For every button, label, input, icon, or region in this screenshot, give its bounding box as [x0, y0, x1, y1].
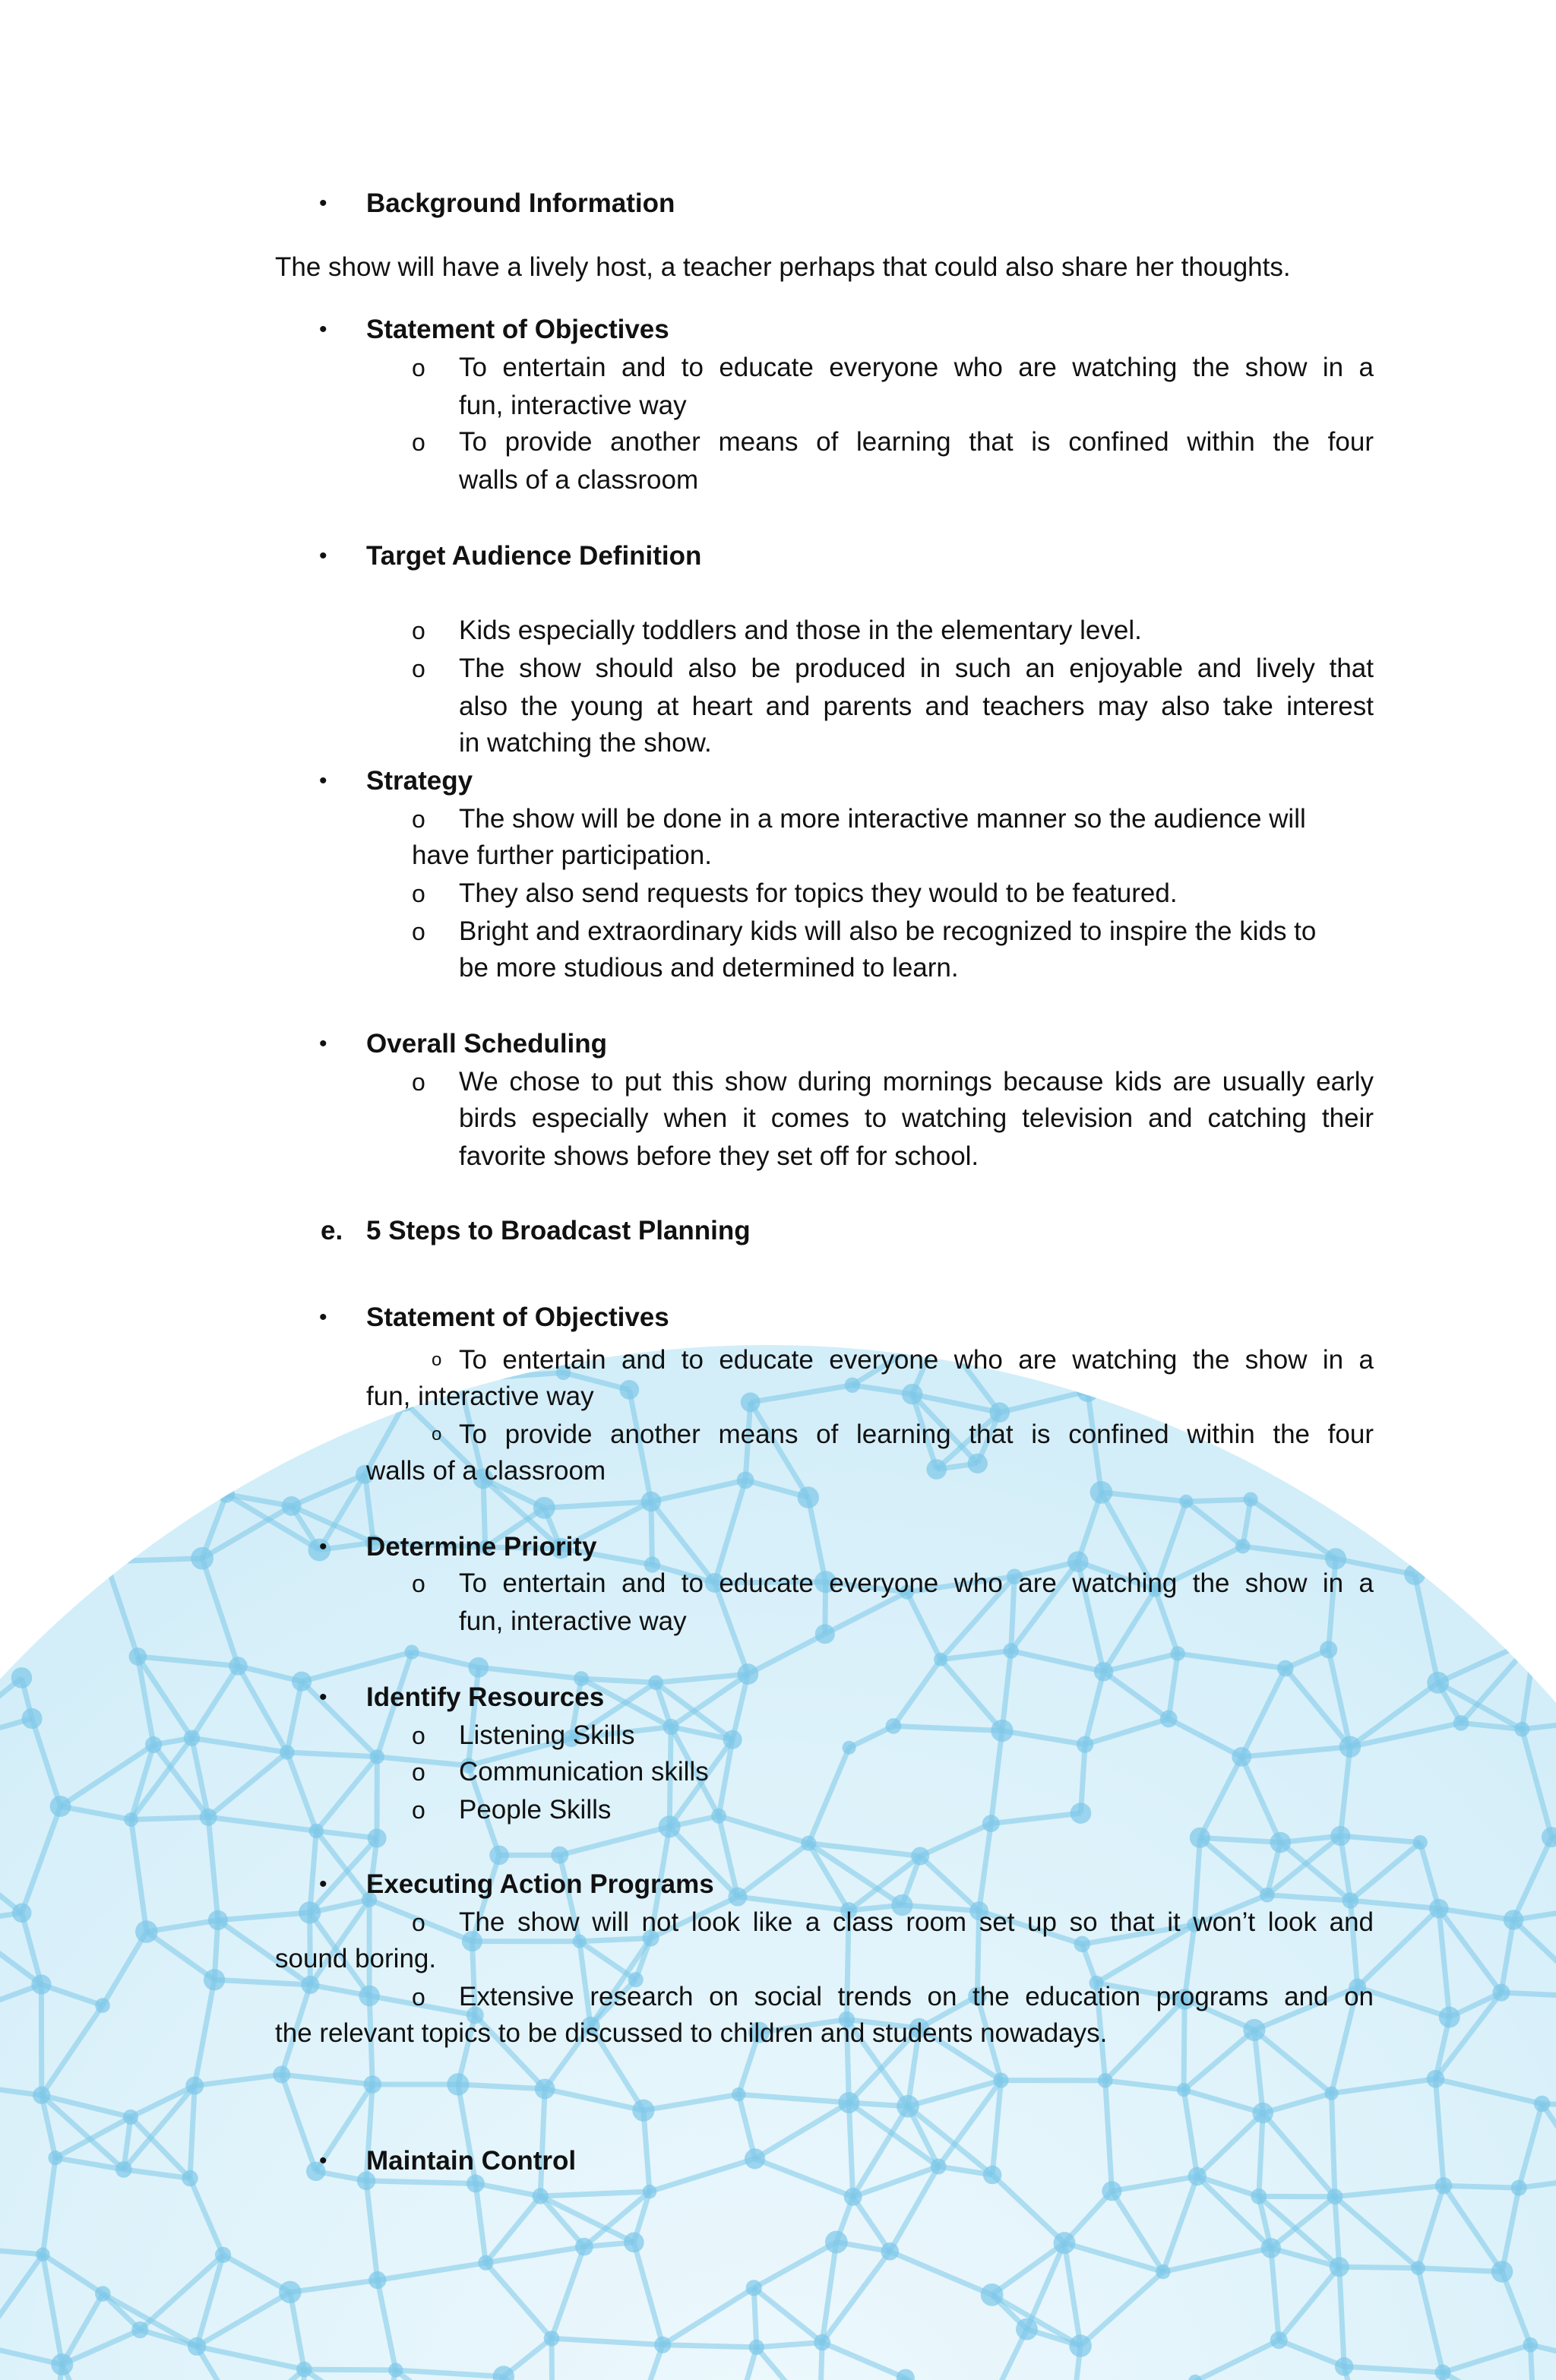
list-item-line: favorite shows before they set off for school. — [459, 1141, 979, 1171]
sub-bullet-marker: o — [412, 918, 425, 945]
section-heading: Executing Action Programs — [366, 1869, 714, 1899]
bullet-marker: • — [319, 768, 327, 793]
sub-bullet-marker: o — [432, 1424, 442, 1445]
list-item-line: in watching the show. — [459, 728, 712, 758]
list-item-line: People Skills — [459, 1795, 612, 1825]
list-item-line: also the young at heart and parents and teachers may also take interest — [459, 692, 1374, 721]
list-item-line: To entertain and to educate everyone who are watching the show in a — [459, 1345, 1374, 1375]
bullet-marker: • — [319, 1534, 327, 1559]
bullet-marker: • — [319, 191, 327, 216]
list-item-line: To provide another means of learning that is confined within the four — [459, 427, 1374, 457]
sub-bullet-marker: o — [412, 655, 425, 682]
list-item-line: We chose to put this show during mornings because kids are usually early — [459, 1067, 1374, 1097]
sub-bullet-marker: o — [412, 805, 425, 833]
section-heading: Target Audience Definition — [366, 541, 702, 571]
list-item-line: To entertain and to educate everyone who are watching the show in a — [459, 353, 1374, 382]
section-heading: Background Information — [366, 188, 675, 218]
list-item-line: The show should also be produced in such an enjoyable and lively that — [459, 654, 1374, 683]
sub-bullet-marker: o — [412, 1570, 425, 1597]
sub-bullet-marker: o — [412, 1909, 425, 1936]
section-heading: Maintain Control — [366, 2146, 577, 2176]
list-item-line: sound boring. — [275, 1944, 437, 1973]
section-heading: Determine Priority — [366, 1532, 597, 1562]
list-item-line: Listening Skills — [459, 1720, 635, 1750]
section-heading: Statement of Objectives — [366, 1302, 669, 1332]
list-item-line: Extensive research on social trends on the education programs and on — [459, 1982, 1374, 2011]
bullet-marker: • — [319, 1685, 327, 1710]
list-item-line: They also send requests for topics they would to be featured. — [459, 878, 1178, 908]
list-item-line: be more studious and determined to learn. — [459, 953, 959, 983]
list-item-line: birds especially when it comes to watching television and catching their — [459, 1103, 1374, 1133]
sub-bullet-marker: o — [412, 1758, 425, 1786]
list-item-line: fun, interactive way — [366, 1381, 594, 1411]
section-letter: e. — [321, 1216, 343, 1245]
list-item-line: fun, interactive way — [459, 391, 687, 420]
section-heading: Identify Resources — [366, 1682, 605, 1712]
paragraph: The show will have a lively host, a teacher perhaps that could also share her thoughts. — [275, 252, 1291, 282]
list-item-line: walls of a classroom — [459, 465, 699, 495]
sub-bullet-marker: o — [412, 354, 425, 381]
list-item-line: the relevant topics to be discussed to children and students nowadays. — [275, 2018, 1108, 2048]
sub-bullet-marker: o — [412, 1796, 425, 1824]
bullet-marker: • — [319, 2148, 327, 2173]
list-item-line: have further participation. — [412, 840, 712, 870]
list-item-line: Communication skills — [459, 1757, 709, 1787]
list-item-line: To provide another means of learning that is confined within the four — [459, 1419, 1374, 1449]
section-heading: 5 Steps to Broadcast Planning — [366, 1216, 751, 1245]
bullet-marker: • — [319, 1305, 327, 1330]
sub-bullet-marker: o — [432, 1350, 442, 1370]
bullet-marker: • — [319, 317, 327, 342]
list-item-line: The show will be done in a more interactive manner so the audience will — [459, 804, 1306, 834]
section-heading: Overall Scheduling — [366, 1029, 608, 1059]
bullet-marker: • — [319, 1031, 327, 1056]
list-item-line: fun, interactive way — [459, 1606, 687, 1636]
sub-bullet-marker: o — [412, 429, 425, 456]
list-item-line: Bright and extraordinary kids will also be recognized to inspire the kids to — [459, 916, 1317, 946]
list-item-line: The show will not look like a class room set up so that it won’t look and — [459, 1907, 1374, 1937]
sub-bullet-marker: o — [412, 1722, 425, 1749]
sub-bullet-marker: o — [412, 617, 425, 644]
list-item-line: walls of a classroom — [366, 1456, 606, 1486]
section-heading: Statement of Objectives — [366, 315, 669, 344]
sub-bullet-marker: o — [412, 1983, 425, 2011]
bullet-marker: • — [319, 543, 327, 568]
bullet-marker: • — [319, 1872, 327, 1897]
section-heading: Strategy — [366, 766, 473, 796]
list-item-line: To entertain and to educate everyone who are watching the show in a — [459, 1568, 1374, 1598]
list-item-line: Kids especially toddlers and those in the elementary level. — [459, 616, 1142, 645]
sub-bullet-marker: o — [412, 1068, 425, 1096]
sub-bullet-marker: o — [412, 880, 425, 907]
